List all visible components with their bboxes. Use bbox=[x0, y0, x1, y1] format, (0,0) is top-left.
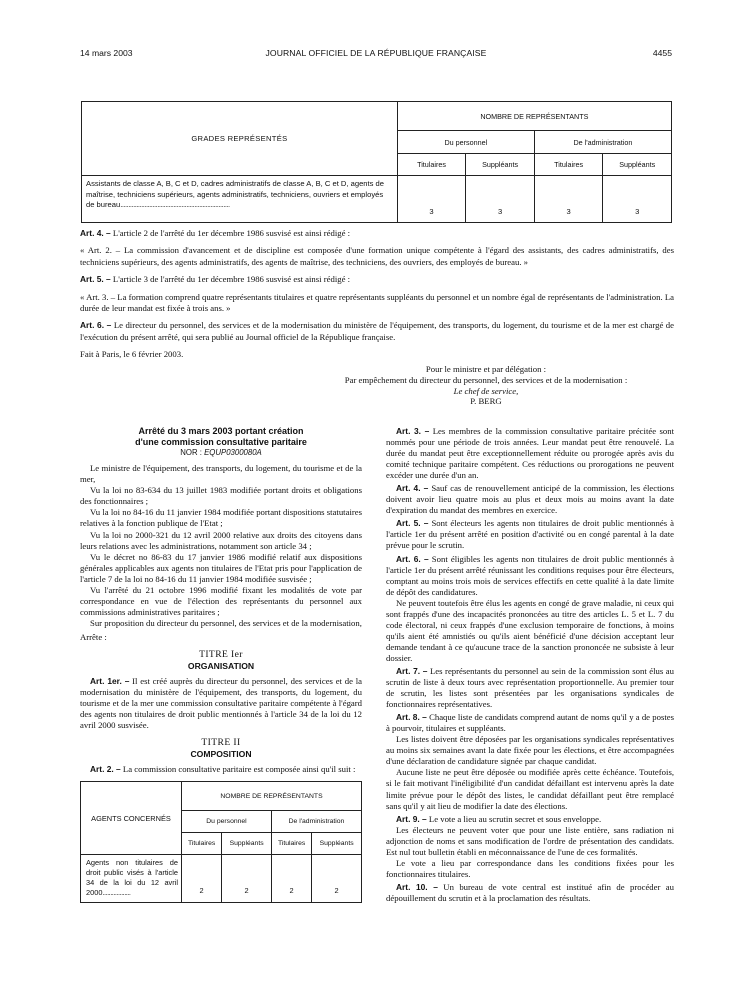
table-cell-value: 2 bbox=[222, 855, 272, 902]
visa: Vu la loi no 84-16 du 11 janvier 1984 modifiée portant dispositions statutaires relatives à la fonction publique de l'Etat ; bbox=[80, 507, 362, 529]
article-5-quote: « Art. 3. – La formation comprend quatre représentants titulaires et quatre représentants suppléants du personnel et un nombre égal de représentants de l'administration. La durée de leur mandat est fixée à trois ans. » bbox=[80, 291, 674, 314]
table-cell-value: 2 bbox=[182, 855, 222, 902]
titre-subheading: ORGANISATION bbox=[187, 661, 255, 672]
page-number: 4455 bbox=[652, 48, 672, 58]
visa: Vu le décret no 86-83 du 17 janvier 1986 modifié relatif aux dispositions générales applicables aux agents non titulaires de l'Etat pris pour l'application de l'article 7 de la loi no 84-16 du 11 janvier 1984 modifiée susvisée ; bbox=[80, 551, 362, 584]
signature-block bbox=[300, 364, 672, 407]
titre-heading: TITRE Ier bbox=[199, 648, 243, 660]
nor-reference: NOR : EQUP0300080A bbox=[180, 448, 262, 458]
article-9: Art. 9. – Le vote a lieu au scrutin secret et sous enveloppe. bbox=[396, 813, 602, 824]
suppleants-header: Suppléants bbox=[222, 833, 272, 855]
article-9-paragraph: Le vote a lieu par correspondance dans les conditions fixées pour les fonctionnaires titulaires. bbox=[386, 857, 674, 879]
visa: Vu la loi no 2000-321 du 12 avril 2000 relative aux droits des citoyens dans leurs relations avec les administrations, notamment son article 34 ; bbox=[80, 529, 362, 551]
du-personnel-header: Du personnel bbox=[182, 811, 272, 833]
article-2: Art. 2. – La commission consultative paritaire est composée ainsi qu'il suit : bbox=[90, 764, 356, 775]
arrete-word: Arrête : bbox=[80, 631, 107, 642]
article-4: Art. 4. – L'article 2 de l'arrêté du 1er décembre 1986 susvisé est ainsi rédigé : bbox=[80, 228, 351, 238]
article-8: Art. 8. – Chaque liste de candidats comprend autant de noms qu'il y a de postes à pourvoir, titulaires et suppléants. bbox=[386, 712, 674, 734]
signature-line: Pour le ministre et par délégation : bbox=[425, 364, 547, 374]
article-4-quote: « Art. 2. – La commission d'avancement et de discipline est composée d'une formation unique compétente à l'égard des assistants, des cadres administratifs, des techniciens supérieurs, des agents administratifs, des agents de maîtrise, des techniciens, des ouvriers, des employés de bureau. » bbox=[80, 245, 674, 267]
article-4-right: Art. 4. – Sauf cas de renouvellement anticipé de la commission, les élections doivent avoir lieu quatre mois au plus et deux mois au moins avant la date d'expiration du mandat des membres en exercice. bbox=[386, 483, 674, 516]
left-column bbox=[80, 426, 362, 903]
table-cell-value: 3 bbox=[534, 176, 603, 223]
visa: Vu la loi no 83-634 du 13 juillet 1983 modifiée portant droits et obligations des fonctionnaires ; bbox=[80, 485, 362, 507]
titre-subheading: COMPOSITION bbox=[190, 749, 252, 760]
agents-header: AGENTS CONCERNÉS bbox=[81, 782, 182, 855]
right-column bbox=[386, 426, 674, 904]
article-8-paragraph: Les listes doivent être déposées par les organisations syndicales représentatives au moins six semaines avant la date fixée pour les élections, et être accompagnées d'une déclaration de candidature signée par chaque candidat. bbox=[386, 734, 674, 767]
fait-a-paris: Fait à Paris, le 6 février 2003. bbox=[80, 349, 184, 360]
header-date: 14 mars 2003 bbox=[80, 48, 133, 58]
de-administration-header: De l'administration bbox=[271, 811, 361, 833]
table-cell-value: 3 bbox=[603, 176, 672, 223]
suppleants-header: Suppléants bbox=[312, 833, 362, 855]
representatives-table-grades bbox=[81, 101, 672, 223]
article-6-paragraph: Ne peuvent toutefois être élus les agents en congé de grave maladie, ni ceux qui sont frappés d'une des incapacités prononcées au titre des articles L. 5 et L. 7 du code électoral, ni ceux frappés d'une exclusion temporaire de fonctions, à moins qu'ils aient été amnistiés ou qu'ils aient bénéficié d'une décision acceptant leur demande tendant à ce qu'aucune trace de la sanction prononcée ne subsiste à leur dossier. bbox=[386, 597, 674, 663]
arrete-title: Arrêté du 3 mars 2003 portant création d'une commission consultative paritaire bbox=[135, 426, 307, 447]
suppleants-header: Suppléants bbox=[603, 154, 672, 176]
table-row-label: Assistants de classe A, B, C et D, cadres administratifs de classe A, B, C et D, agents de maîtrise, techniciens supérieurs, agents administratifs, techniciens, ouvriers et employés de bureau.................................................................... bbox=[82, 176, 398, 223]
du-personnel-header: Du personnel bbox=[397, 131, 534, 154]
table-cell-value: 3 bbox=[466, 176, 535, 223]
grades-header: GRADES REPRÉSENTÉS bbox=[82, 102, 398, 176]
table-cell-value: 3 bbox=[397, 176, 466, 223]
suppleants-header: Suppléants bbox=[466, 154, 535, 176]
titulaires-header: Titulaires bbox=[534, 154, 603, 176]
page-header bbox=[80, 48, 672, 62]
proposition: Sur proposition du directeur du personnel, des services et de la modernisation, bbox=[90, 617, 362, 628]
preamble: Le ministre de l'équipement, des transports, du logement, du tourisme et de la mer, bbox=[80, 463, 362, 485]
article-7: Art. 7. – Les représentants du personnel au sein de la commission sont élus au scrutin de liste à deux tours avec représentation proportionnelle. Au premier tour de scrutin, les listes sont présentées par les organisations syndicales de fonctionnaires représentatives. bbox=[386, 665, 674, 710]
article-6: Art. 6. – Le directeur du personnel, des services et de la modernisation du ministère de l'équipement, des transports, du logement, du tourisme et de la mer est chargé de l'exécution du présent arrêté, qui sera publié au Journal officiel de la République française. bbox=[80, 320, 674, 342]
articles-block bbox=[80, 228, 674, 367]
article-9-paragraph: Les électeurs ne peuvent voter que pour une liste entière, sans radiation ni adjonction de noms et sans modification de l'ordre de présentation des candidats. Est nul tout bulletin établi en méconnaissance de l'une de ces formalités. bbox=[386, 824, 674, 857]
de-administration-header: De l'administration bbox=[534, 131, 671, 154]
article-10: Art. 10. – Un bureau de vote central est institué afin de procéder au dépouillement du scrutin et à la proclamation des résultats. bbox=[386, 881, 675, 903]
leader-dots: .................. bbox=[102, 887, 131, 897]
table-row-label: Agents non titulaires de droit public visés à l'article 34 de la loi du 12 avril 2000.................. bbox=[81, 855, 182, 902]
article-8-paragraph: Aucune liste ne peut être déposée ou modifiée après cette échéance. Toutefois, si le fait motivant l'inéligibilité d'un candidat défaillant est intervenu après la date limite prévue pour le dépôt des listes, le candidat défaillant peut être remplacé sans qu'il y ait lieu de modifier la date des élections. bbox=[386, 767, 674, 811]
journal-title: JOURNAL OFFICIEL DE LA RÉPUBLIQUE FRANÇAISE bbox=[265, 48, 487, 58]
article-5-right: Art. 5. – Sont électeurs les agents non titulaires de droit public mentionnés à l'article 1er du présent arrêté en position d'activité ou en congé parental à la date prévue pour le scrutin. bbox=[386, 518, 674, 551]
titulaires-header: Titulaires bbox=[182, 833, 222, 855]
article-5: Art. 5. – L'article 3 de l'arrêté du 1er décembre 1986 susvisé est ainsi rédigé : bbox=[80, 274, 351, 285]
article-6-right: Art. 6. – Sont éligibles les agents non titulaires de droit public mentionnés à l'article 1er du présent arrêté réunissant les conditions requises pour être électeurs, comptant au moins trois mois de services effectifs en cette qualité à la date limite de dépôt des candidatures. bbox=[386, 553, 675, 597]
titulaires-header: Titulaires bbox=[397, 154, 466, 176]
visa: Vu l'arrêté du 21 octobre 1996 modifié fixant les modalités de vote par correspondance en vue de l'élection des représentants du personnel aux commissions administratives paritaires ; bbox=[80, 584, 362, 617]
titre-heading: TITRE II bbox=[201, 737, 241, 749]
table-cell-value: 2 bbox=[312, 855, 362, 902]
nombre-header: NOMBRE DE REPRÉSENTANTS bbox=[397, 102, 671, 131]
signature-line: Par empêchement du directeur du personnel, des services et de la modernisation : bbox=[344, 374, 628, 385]
table-cell-value: 2 bbox=[271, 855, 311, 902]
article-1: Art. 1er. – Il est créé auprès du directeur du personnel, des services et de la modernisation du ministère de l'équipement, des transports, du logement, du tourisme et de la mer une commission consultative paritaire compétente à l'égard des agents non titulaires de droit public mentionnés à l'article 34 de la loi du 12 avril 2000 susvisée. bbox=[80, 676, 362, 731]
nombre-header: NOMBRE DE REPRÉSENTANTS bbox=[182, 782, 362, 811]
representatives-table-agents bbox=[80, 781, 362, 902]
signatory-name: P. BERG bbox=[470, 396, 502, 407]
signature-title: Le chef de service, bbox=[453, 385, 519, 396]
leader-dots: .................................................................... bbox=[120, 200, 230, 209]
article-3: Art. 3. – Les membres de la commission consultative paritaire précitée sont nommés pour une période de trois années. Leur mandat peut être renouvelé. La durée du mandat peut être exceptionnellement réduite ou prorogée après avis du comité technique paritaire compétent. Ces réductions ou prorogations ne peuvent excéder une durée d'un an. bbox=[386, 426, 674, 481]
titulaires-header: Titulaires bbox=[271, 833, 311, 855]
